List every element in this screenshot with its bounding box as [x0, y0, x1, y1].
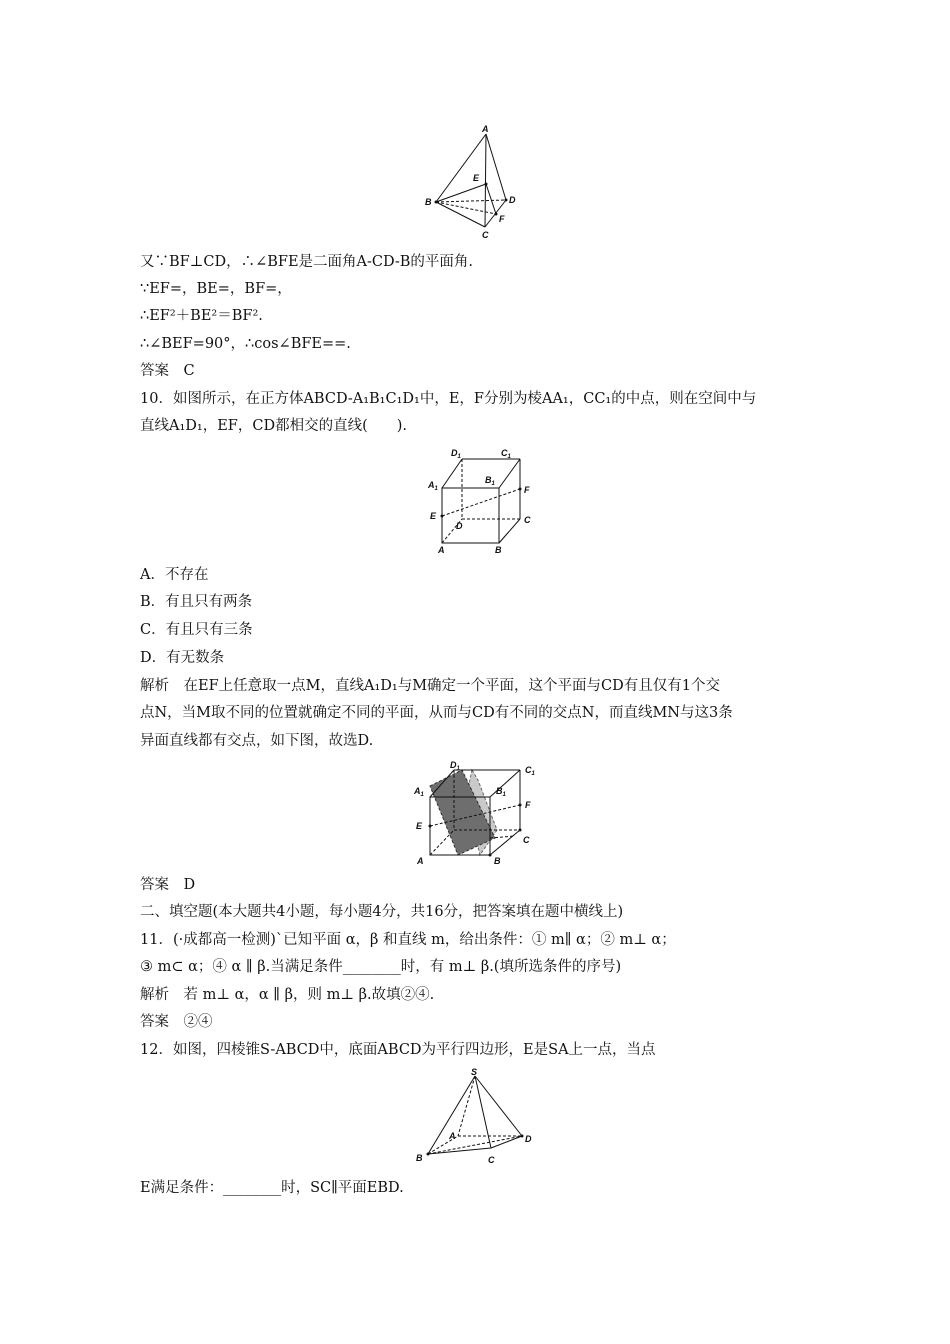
text-line-2: ∵EF=，BE=，BF=， — [140, 281, 292, 297]
option-b: B．有且只有两条 — [140, 594, 253, 610]
svg-text:B1 — [496, 786, 507, 798]
cube1-label-e: E — [430, 511, 437, 521]
cube2-label-c: C — [523, 835, 530, 845]
cube1-label-f: F — [524, 485, 530, 495]
svg-text:A1 — [413, 786, 425, 798]
cube1-label-c1: C — [501, 448, 508, 458]
tetra-label-d: D — [509, 195, 516, 205]
option-a: A．不存在 — [140, 567, 209, 583]
tetra-label-c: C — [482, 230, 489, 240]
cube-planes-figure — [410, 758, 550, 868]
svg-text:C1 — [501, 448, 512, 460]
tetra-label-a: A — [482, 124, 489, 134]
text-line-3: ∴EF²＋BE²＝BF². — [140, 308, 263, 324]
svg-text:D1 — [451, 448, 462, 460]
svg-text:B1 — [485, 475, 496, 487]
text-line-4: ∴∠BEF=90°，∴cos∠BFE==. — [140, 336, 351, 352]
cube2-sub-b1: 1 — [502, 792, 506, 798]
cube1-sub-c1: 1 — [507, 454, 511, 460]
section-2-heading: 二、填空题(本大题共4小题，每小题4分，共16分，把答案填在题中横线上) — [140, 904, 624, 920]
tetra-label-e: E — [473, 173, 480, 183]
question-12-line-1: 12．如图，四棱锥S-ABCD中，底面ABCD为平行四边形，E是SA上一点，当点 — [140, 1042, 656, 1058]
cube1-label-c: C — [524, 515, 531, 525]
pyramid-label-c: C — [488, 1155, 495, 1165]
cube2-label-a: A — [417, 856, 424, 866]
svg-text:C1 — [525, 765, 536, 777]
pyramid-label-s: S — [471, 1067, 478, 1077]
question-10-line-2: 直线A₁D₁，EF，CD都相交的直线( ). — [140, 418, 408, 434]
question-12-line-2: E满足条件：________时，SC∥平面EBD. — [140, 1180, 404, 1196]
answer-10: 答案 D — [140, 877, 196, 893]
cube2-label-b: B — [494, 856, 501, 866]
cube2-label-e: E — [416, 821, 423, 831]
tetra-label-f: F — [499, 214, 505, 224]
pyramid-label-d: D — [525, 1134, 532, 1144]
cube2-label-c1: C — [525, 765, 532, 775]
text-line-1: 又∵BF⊥CD，∴∠BFE是二面角A-CD-B的平面角. — [140, 254, 474, 270]
cube-figure — [425, 446, 535, 556]
answer-11: 答案 ②④ — [140, 1014, 213, 1030]
question-11-line-1: 11．(·成都高一检测)`已知平面 α，β 和直线 m，给出条件：① m∥ α；② m⊥ α； — [140, 932, 676, 948]
cube2-label-d1: D — [450, 760, 457, 770]
pyramid-label-a: A — [449, 1131, 456, 1141]
cube1-label-a1: A — [428, 480, 435, 490]
pyramid-figure — [410, 1066, 540, 1166]
solution-11: 解析 若 m⊥ α，α ∥ β，则 m⊥ β.故填②④. — [140, 987, 435, 1003]
cube2-sub-a1: 1 — [420, 792, 424, 798]
option-d: D．有无数条 — [140, 650, 225, 666]
cube1-sub-d1: 1 — [457, 454, 461, 460]
cube2-label-f: F — [525, 800, 531, 810]
cube2-sub-c1: 1 — [531, 771, 535, 777]
solution-10-line-3: 异面直线都有交点，如下图，故选D. — [140, 733, 374, 749]
svg-text:A1 — [427, 480, 439, 492]
cube2-sub-d1: 1 — [456, 766, 460, 772]
cube1-label-d: D — [456, 521, 463, 531]
tetra-label-b: B — [425, 197, 432, 207]
pyramid-label-b: B — [416, 1153, 423, 1163]
cube1-sub-a1: 1 — [434, 486, 438, 492]
cube2-label-a1: A — [414, 786, 421, 796]
option-c: C．有且只有三条 — [140, 622, 253, 638]
tetrahedron-figure — [420, 122, 520, 242]
answer-9: 答案 C — [140, 363, 195, 379]
cube2-label-b1: B — [496, 786, 503, 796]
cube1-label-d1: D — [451, 448, 458, 458]
question-10-line-1: 10．如图所示，在正方体ABCD-A₁B₁C₁D₁中，E，F分别为棱AA₁，CC₁的中点，则在空间中与 — [140, 391, 757, 407]
solution-10-line-1: 解析 在EF上任意取一点M，直线A₁D₁与M确定一个平面，这个平面与CD有且仅有1个交 — [140, 678, 721, 694]
cube1-sub-b1: 1 — [491, 481, 495, 487]
cube1-label-b1: B — [485, 475, 492, 485]
solution-10-line-2: 点N，当M取不同的位置就确定不同的平面，从而与CD有不同的交点N，而直线MN与这3条 — [140, 705, 733, 721]
cube1-label-a: A — [438, 545, 445, 555]
question-11-line-2: ③ m⊂ α；④ α ∥ β.当满足条件________时，有 m⊥ β.(填所选条件的序号) — [140, 959, 622, 975]
cube1-label-b: B — [495, 545, 502, 555]
